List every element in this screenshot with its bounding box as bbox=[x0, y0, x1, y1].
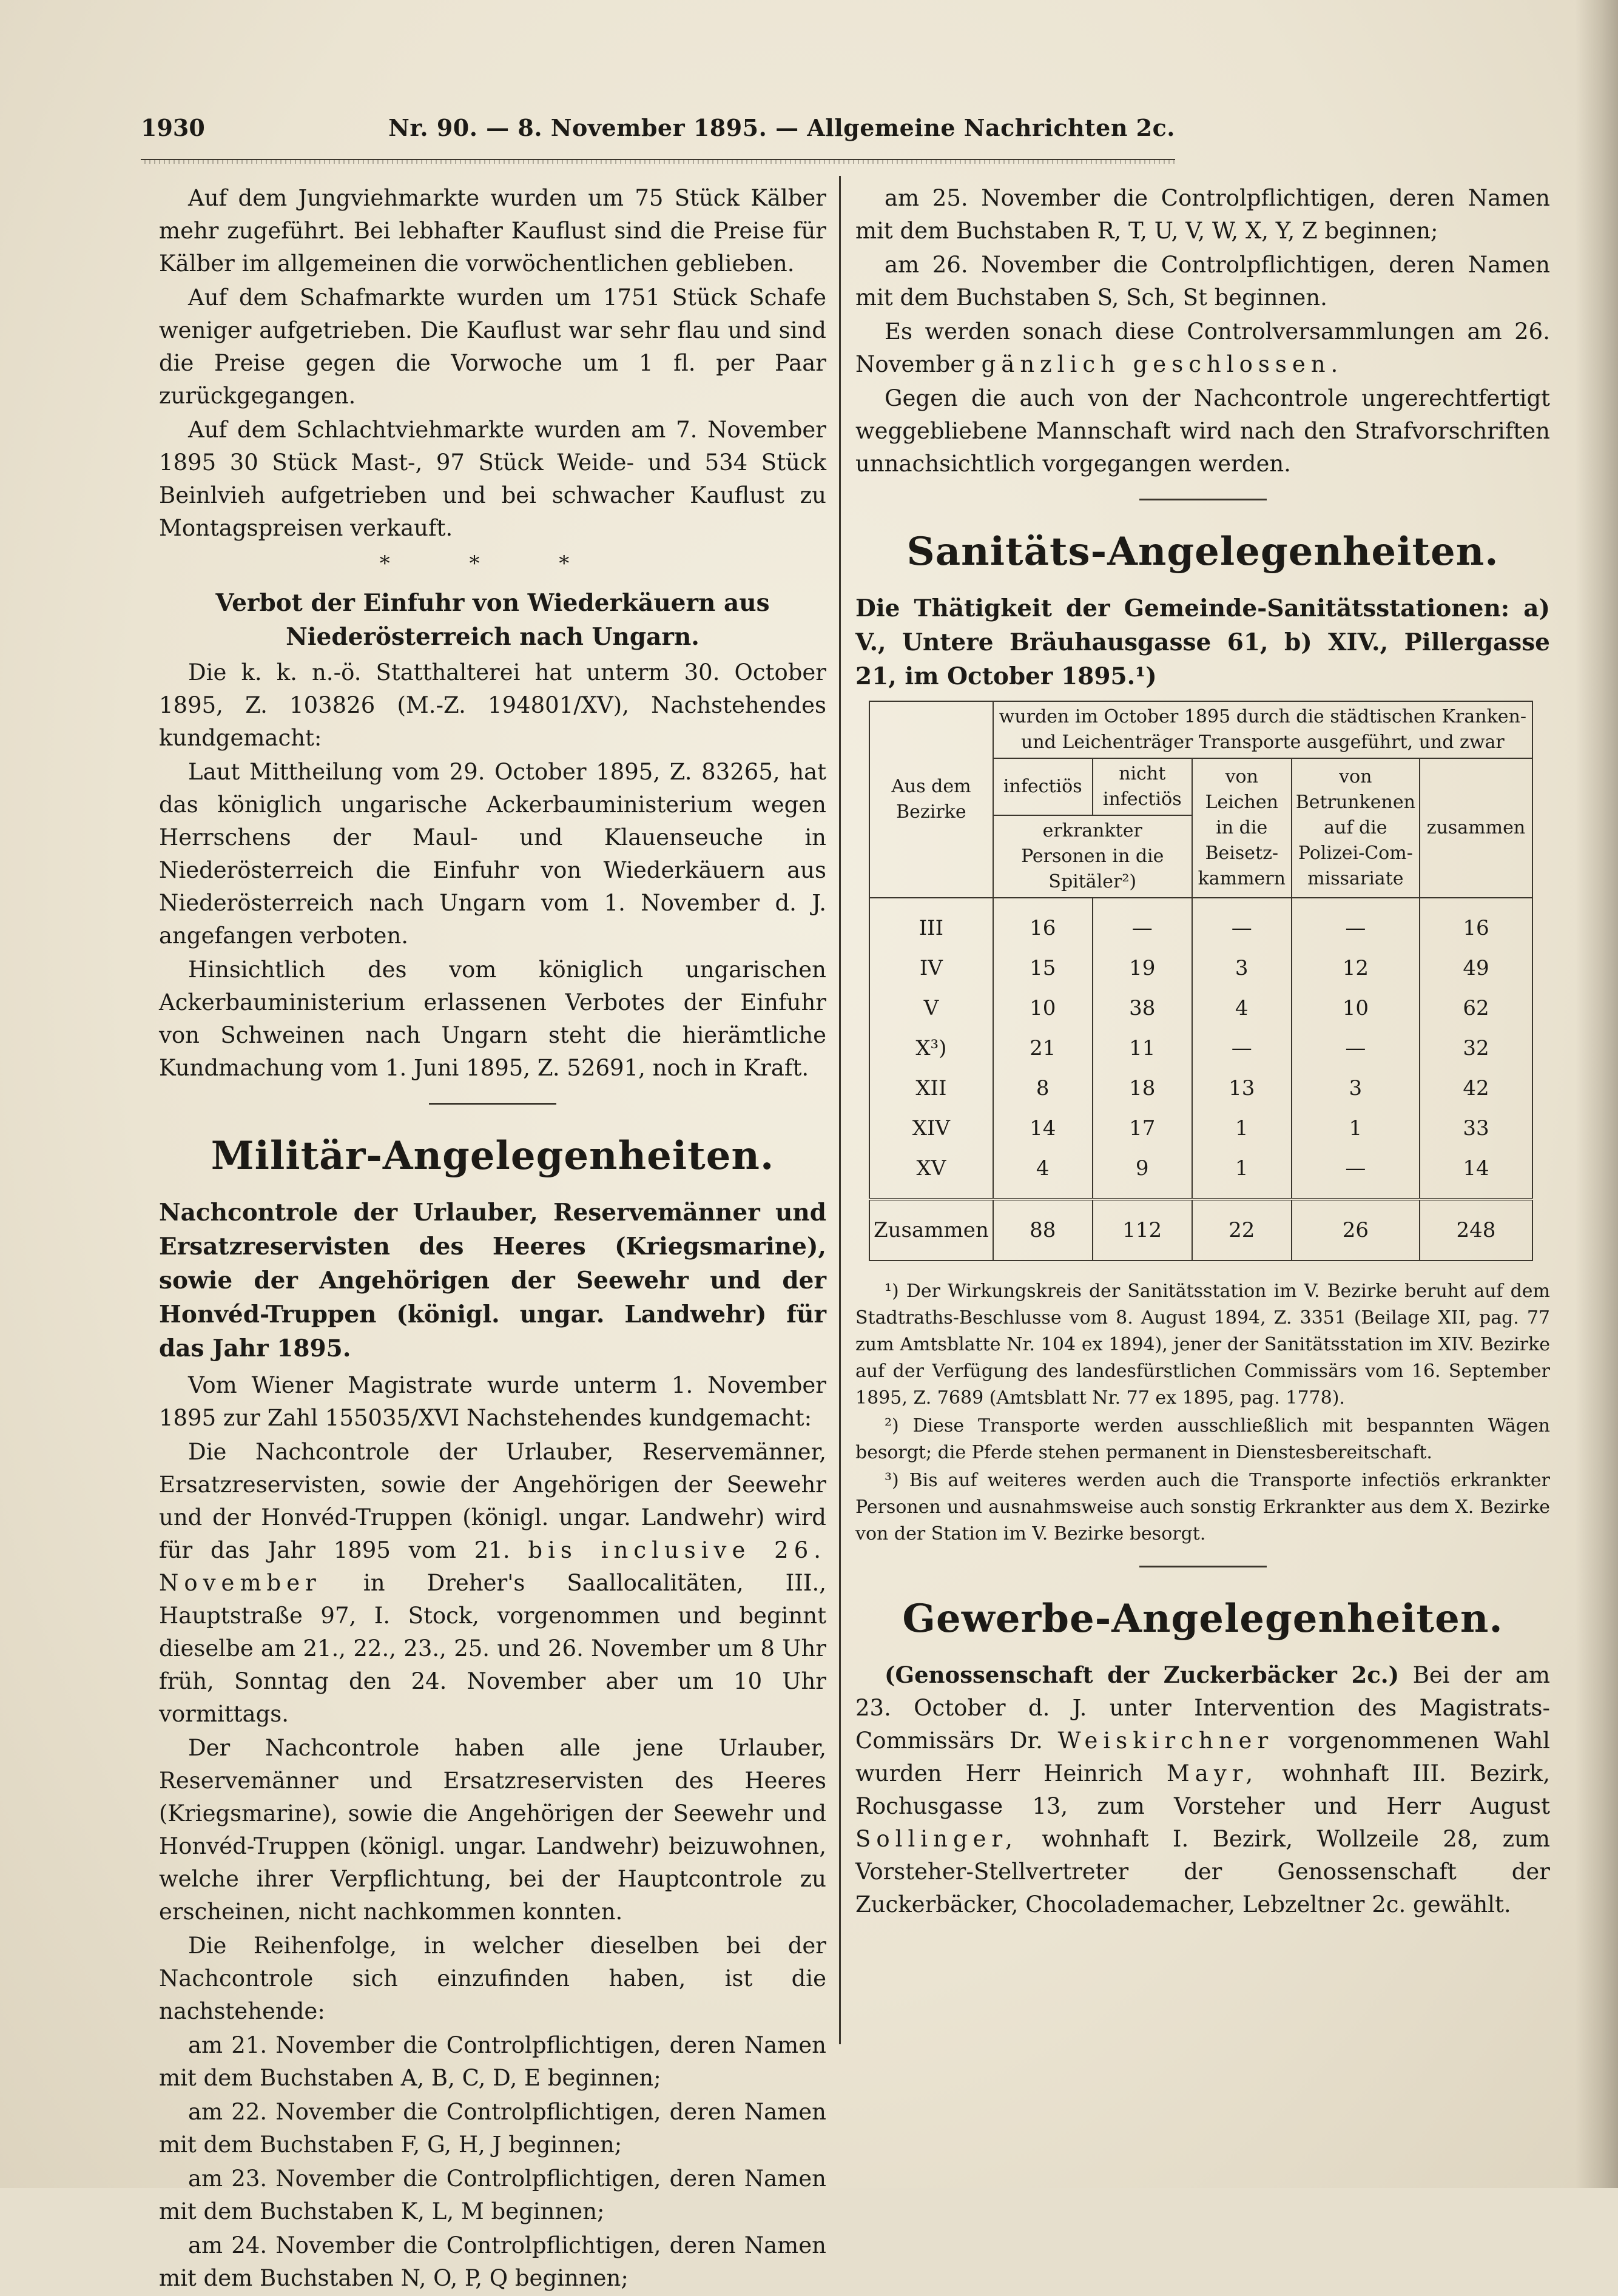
cell-value: 38 bbox=[1093, 988, 1192, 1028]
cell-value: 21 bbox=[993, 1028, 1093, 1068]
militaer-p2-a: Die Nachcontrole der Urlauber, Reservemänner, Ersatzreservisten, sowie der Angehörigen der Seewehr und der Honvéd-Truppen (königl. ungar. Landwehr) wird für das Jahr 1895 vom 21. bbox=[159, 1439, 826, 1563]
gewerbe-text-a: Bei der am 23. October d. J. unter Intervention des Magistrats-Commissärs Dr. bbox=[855, 1662, 1551, 1754]
cell-value: 9 bbox=[1093, 1148, 1192, 1199]
cell-total: 22 bbox=[1192, 1199, 1292, 1261]
statistics-table bbox=[869, 701, 1533, 1261]
schedule-day-24: am 24. November die Controlpflichtigen, deren Namen mit dem Buchstaben N, O, P, Q beginnen; bbox=[159, 2232, 826, 2291]
gewerbe-heading: Gewerbe-Angelegenheiten. bbox=[902, 1596, 1503, 1641]
cell-value: — bbox=[1192, 1028, 1292, 1068]
gewerbe-paragraph bbox=[855, 1658, 1550, 1921]
cell-value: 15 bbox=[993, 948, 1093, 988]
gewerbe-text-d: wohnhaft I. Bezirk, Wollzeile 28, zum Vorsteher-Stellvertreter der Genossenschaft der Zuckerbäcker, Chocolademacher, Lebzeltner 2c. gewählt. bbox=[855, 1826, 1550, 1917]
footnote-2: ²) Diese Transporte werden ausschließlich mit bespannten Wägen besorgt; die Pferde stehen permanent in Dienstesbereitschaft. bbox=[855, 1415, 1550, 1463]
table-row bbox=[869, 948, 1532, 988]
cell-value: 4 bbox=[1192, 988, 1292, 1028]
schedule-day-23: am 23. November die Controlpflichtigen, deren Namen mit dem Buchstaben K, L, M beginnen; bbox=[159, 2166, 826, 2224]
cell-value: 1 bbox=[1192, 1148, 1292, 1199]
gewerbe-name-mayr: Mayr, bbox=[1166, 1760, 1259, 1786]
gewerbe-name-weiskirchner: Weiskirchner bbox=[1057, 1728, 1274, 1754]
cell-value: 17 bbox=[1093, 1108, 1192, 1148]
cell-value: 19 bbox=[1093, 948, 1192, 988]
militaer-p5-spaced: gänzlich geschlossen. bbox=[981, 351, 1344, 377]
header-top: wurden im October 1895 durch die städtischen Kranken- und Leichenträger Transporte ausgeführt, und zwar bbox=[993, 701, 1532, 758]
militaer-paragraph-4: Die Reihenfolge, in welcher dieselben bei der Nachcontrole sich einzufinden haben, ist die nachstehende: bbox=[159, 1933, 826, 2024]
cell-value: 16 bbox=[993, 898, 1093, 948]
cell-value: 10 bbox=[1292, 988, 1420, 1028]
militaer-heading: Militär-Angelegenheiten. bbox=[211, 1133, 775, 1179]
cell-bezirk: XV bbox=[869, 1148, 993, 1199]
cell-value: 1 bbox=[1192, 1108, 1292, 1148]
schedule-day-26: am 26. November die Controlpflichtigen, deren Namen mit dem Buchstaben S, Sch, St beginnen. bbox=[855, 252, 1550, 311]
cell-total-label: Zusammen bbox=[869, 1199, 993, 1261]
schedule-day-25: am 25. November die Controlpflichtigen, deren Namen mit dem Buchstaben R, T, U, V, W, X, Y, Z beginnen; bbox=[855, 185, 1550, 244]
verbot-paragraph-3: Hinsichtlich des vom königlich ungarischen Ackerbauministerium erlassenen Verbotes der Einfuhr von Schweinen nach Ungarn steht die hierämtliche Kundmachung vom 1. Juni 1895, Z. 52691, noch in Kraft. bbox=[159, 957, 826, 1081]
market-paragraph-calves: Auf dem Jungviehmarkte wurden um 75 Stück Kälber mehr zugeführt. Bei lebhafter Kauflust sind die Preise für Kälber im allgemeinen die vorwöchentlichen geblieben. bbox=[159, 185, 826, 277]
cell-bezirk: X³) bbox=[869, 1028, 993, 1068]
cell-value: 13 bbox=[1192, 1068, 1292, 1108]
header-infectioes: infectiös bbox=[993, 758, 1093, 815]
gewerbe-text-c: wohnhaft III. Bezirk, Rochusgasse 13, zum Vorsteher und Herr August bbox=[855, 1760, 1550, 1819]
verbot-paragraph-1: Die k. k. n.-ö. Statthalterei hat unterm 30. October 1895, Z. 103826 (M.-Z. 194801/XV), Nachstehendes kundgemacht: bbox=[159, 659, 826, 751]
section-rule bbox=[1139, 1566, 1267, 1567]
cell-value: 3 bbox=[1292, 1068, 1420, 1108]
militaer-paragraph-2 bbox=[159, 1436, 826, 1731]
militaer-paragraph-6: Gegen die auch von der Nachcontrole ungerechtfertigt weggebliebene Mannschaft wird nach den Strafvorschriften unnachsichtlich vorgegangen werden. bbox=[855, 385, 1550, 477]
section-rule bbox=[1139, 499, 1267, 500]
gewerbe-lead: (Genossenschaft der Zuckerbäcker 2c.) bbox=[885, 1661, 1400, 1688]
footnote-1: ¹) Der Wirkungskreis der Sanitätsstation im V. Bezirke beruht auf dem Stadtraths-Beschlusse vom 8. August 1894, Z. 3351 (Beilage XII, pag. 77 zum Amtsblatte Nr. 104 ex 1894), jener der Sanitätsstation im XIV. Bezirke auf der Verfügung des landesfürstlichen Commissärs vom 16. September 1895, Z. 7689 (Amtsblatt Nr. 77 ex 1895, pag. 1778). bbox=[855, 1281, 1550, 1409]
gewerbe-text-b: vorgenommenen Wahl wurden Herr Heinrich bbox=[855, 1728, 1550, 1786]
section-rule bbox=[429, 1103, 556, 1105]
header-nicht-infectioes: nicht infectiös bbox=[1093, 758, 1192, 815]
table-row bbox=[869, 1028, 1532, 1068]
cell-value: 18 bbox=[1093, 1068, 1192, 1108]
cell-value: 10 bbox=[993, 988, 1093, 1028]
sanitaets-subheading: Die Thätigkeit der Gemeinde-Sanitätsstationen: a) V., Untere Bräuhausgasse 61, b) XIV., Pillergasse 21, im October 1895.¹) bbox=[855, 594, 1550, 690]
header-betrunkene: von Betrunkenen auf die Polizei-Com-missariate bbox=[1292, 758, 1420, 898]
header-rule bbox=[141, 159, 1175, 164]
cell-value: 8 bbox=[993, 1068, 1093, 1108]
cell-value: 12 bbox=[1292, 948, 1420, 988]
militaer-subheading: Nachcontrole der Urlauber, Reservemänner und Ersatzreservisten des Heeres (Kriegsmarine), sowie der Angehörigen der Seewehr und der Honvéd-Truppen (königl. ungar. Landwehr) für das Jahr 1895. bbox=[159, 1199, 826, 1362]
header-bezirk: Aus dem Bezirke bbox=[869, 701, 993, 898]
left-column bbox=[159, 182, 826, 2296]
page-shadow bbox=[1576, 0, 1618, 2188]
cell-value: 3 bbox=[1192, 948, 1292, 988]
cell-bezirk: V bbox=[869, 988, 993, 1028]
header-leichen: von Leichen in die Beisetz-kammern bbox=[1192, 758, 1292, 898]
cell-value: — bbox=[1093, 898, 1192, 948]
market-paragraph-slaughter: Auf dem Schlachtviehmarkte wurden am 7. November 1895 30 Stück Mast-, 97 Stück Weide- und 534 Stück Beinlvieh aufgetrieben und bei schwacher Kauflust zu Montagspreisen verkauft. bbox=[159, 417, 826, 541]
page-number: 1930 bbox=[141, 114, 205, 141]
header-zusammen: zusammen bbox=[1420, 758, 1532, 898]
table-row bbox=[869, 988, 1532, 1028]
footnote-3: ³) Bis auf weiteres werden auch die Transporte infectiös erkrankter Personen und ausnahmsweise auch sonstig Erkrankter aus dem X. Bezirke von der Station im V. Bezirke besorgt. bbox=[855, 1470, 1550, 1544]
verbot-title: Verbot der Einfuhr von Wiederkäuern aus Niederösterreich nach Ungarn. bbox=[215, 589, 770, 651]
section-stars: * * * bbox=[379, 551, 606, 576]
table-total-row bbox=[869, 1199, 1532, 1261]
cell-sum: 16 bbox=[1420, 898, 1532, 948]
cell-sum: 62 bbox=[1420, 988, 1532, 1028]
militaer-paragraph-1: Vom Wiener Magistrate wurde unterm 1. November 1895 zur Zahl 155035/XVI Nachstehendes kundgemacht: bbox=[159, 1372, 826, 1431]
cell-total: 88 bbox=[993, 1199, 1093, 1261]
militaer-paragraph-5 bbox=[855, 315, 1550, 381]
cell-value: — bbox=[1292, 1148, 1420, 1199]
cell-sum: 42 bbox=[1420, 1068, 1532, 1108]
schedule-day-21: am 21. November die Controlpflichtigen, deren Namen mit dem Buchstaben A, B, C, D, E beginnen; bbox=[159, 2032, 826, 2091]
table-row bbox=[869, 1108, 1532, 1148]
cell-bezirk: XII bbox=[869, 1068, 993, 1108]
cell-value: — bbox=[1292, 898, 1420, 948]
cell-sum: 32 bbox=[1420, 1028, 1532, 1068]
cell-sum: 49 bbox=[1420, 948, 1532, 988]
right-column bbox=[855, 182, 1550, 1922]
cell-total-sum: 248 bbox=[1420, 1199, 1532, 1261]
table-row bbox=[869, 1148, 1532, 1199]
footnotes bbox=[855, 1278, 1550, 1547]
table-row bbox=[869, 898, 1532, 948]
militaer-p2-c: in Dreher's Saallocalitäten, III., Hauptstraße 97, I. Stock, vorgenommen und beginnt dieselbe am 21., 22., 23., 25. und 26. November um 8 Uhr früh, Sonntag den 24. November aber um 10 Uhr vormittags. bbox=[159, 1570, 826, 1727]
header-title: Nr. 90. — 8. November 1895. — Allgemeine Nachrichten 2c. bbox=[388, 114, 1175, 141]
market-paragraph-sheep: Auf dem Schafmarkte wurden um 1751 Stück Schafe weniger aufgetrieben. Die Kauflust war sehr flau und sind die Preise gegen die Vorwoche um 1 fl. per Paar zurückgegangen. bbox=[159, 284, 826, 409]
cell-value: — bbox=[1292, 1028, 1420, 1068]
cell-bezirk: III bbox=[869, 898, 993, 948]
cell-value: 1 bbox=[1292, 1108, 1420, 1148]
cell-value: 11 bbox=[1093, 1028, 1192, 1068]
verbot-paragraph-2: Laut Mittheilung vom 29. October 1895, Z. 83265, hat das königlich ungarische Ackerbauministerium wegen Herrschens der Maul- und Klauenseuche in Niederösterreich die Einfuhr von Wiederkäuern aus Niederösterreich nach Ungarn vom 1. November d. J. angefangen verboten. bbox=[159, 759, 826, 949]
cell-sum: 33 bbox=[1420, 1108, 1532, 1148]
sanitaets-heading: Sanitäts-Angelegenheiten. bbox=[906, 529, 1499, 574]
cell-bezirk: IV bbox=[869, 948, 993, 988]
cell-sum: 14 bbox=[1420, 1148, 1532, 1199]
militaer-p5-a: Es werden sonach diese Controlversammlungen am 26. November bbox=[855, 318, 1550, 377]
header-erkrankter: erkrankter Personen in die Spitäler²) bbox=[993, 815, 1192, 898]
cell-value: 14 bbox=[993, 1108, 1093, 1148]
gewerbe-name-sollinger: Sollinger, bbox=[855, 1826, 1018, 1852]
table-row bbox=[869, 1068, 1532, 1108]
cell-bezirk: XIV bbox=[869, 1108, 993, 1148]
column-divider bbox=[839, 176, 841, 2044]
cell-value: — bbox=[1192, 898, 1292, 948]
cell-total: 26 bbox=[1292, 1199, 1420, 1261]
cell-total: 112 bbox=[1093, 1199, 1192, 1261]
schedule-day-22: am 22. November die Controlpflichtigen, deren Namen mit dem Buchstaben F, G, H, J beginnen; bbox=[159, 2099, 826, 2158]
page-header bbox=[141, 109, 1175, 146]
cell-value: 4 bbox=[993, 1148, 1093, 1199]
militaer-p2-spaced: bis inclusive 26. November bbox=[159, 1537, 826, 1596]
militaer-paragraph-3: Der Nachcontrole haben alle jene Urlauber, Reservemänner und Ersatzreservisten des Heeres (Kriegsmarine), sowie die Angehörigen der Seewehr und Honvéd-Truppen (königl. ungar. Landwehr) beizuwohnen, welche ihrer Verpflichtung, bei der Hauptcontrole zu erscheinen, nicht nachkommen konnten. bbox=[159, 1735, 826, 1925]
